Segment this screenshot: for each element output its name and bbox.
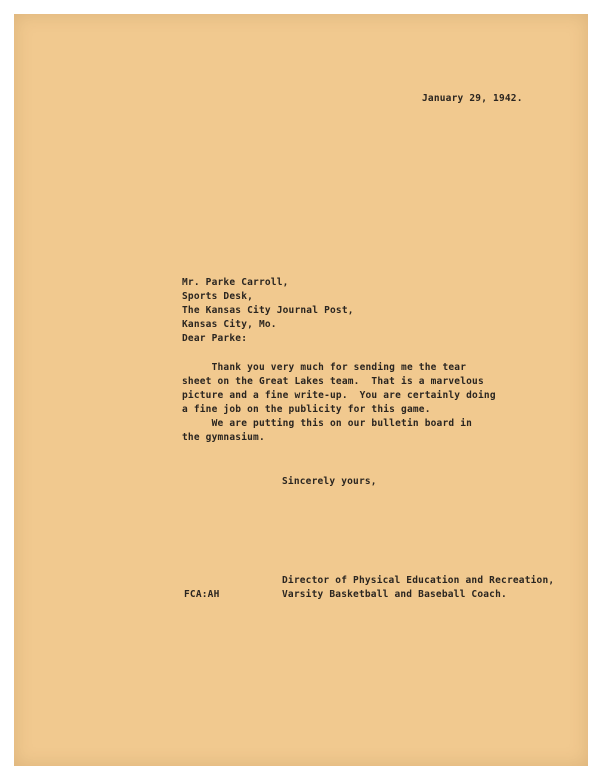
address-line: Kansas City, Mo. bbox=[182, 319, 277, 330]
typist-initials: FCA:AH bbox=[184, 589, 220, 600]
recipient-address bbox=[182, 276, 354, 332]
paragraph-line: the gymnasium. bbox=[182, 432, 265, 443]
body-paragraph-1 bbox=[182, 361, 496, 417]
body-paragraph-2 bbox=[182, 417, 472, 445]
closing: Sincerely yours, bbox=[282, 476, 377, 487]
address-line: Sports Desk, bbox=[182, 291, 254, 302]
signature-line: Varsity Basketball and Baseball Coach. bbox=[282, 589, 507, 600]
paragraph-line: picture and a fine write-up. You are certainly doing bbox=[182, 390, 496, 401]
address-line: The Kansas City Journal Post, bbox=[182, 305, 354, 316]
signature-title bbox=[282, 574, 554, 602]
paragraph-line: We are putting this on our bulletin board in bbox=[182, 418, 473, 429]
letter-page bbox=[14, 14, 588, 766]
paragraph-line: sheet on the Great Lakes team. That is a marvelous bbox=[182, 376, 484, 387]
letter-date: January 29, 1942. bbox=[422, 93, 523, 104]
paragraph-line: a fine job on the publicity for this game. bbox=[182, 404, 431, 415]
salutation: Dear Parke: bbox=[182, 333, 248, 344]
address-line: Mr. Parke Carroll, bbox=[182, 277, 289, 288]
signature-line: Director of Physical Education and Recreation, bbox=[282, 575, 555, 586]
paragraph-line: Thank you very much for sending me the tear bbox=[182, 362, 467, 373]
